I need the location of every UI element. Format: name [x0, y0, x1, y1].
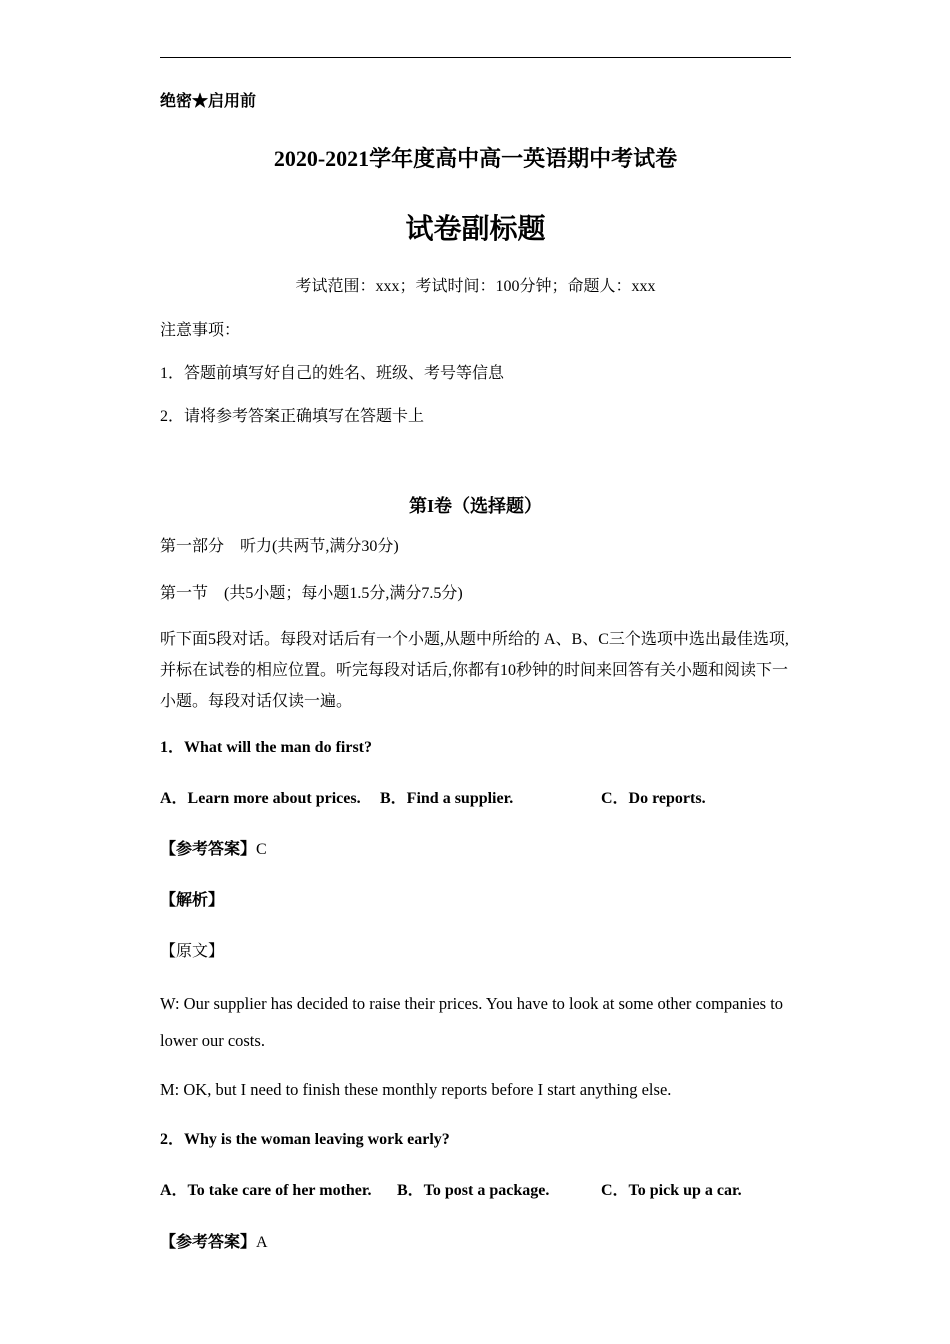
note-item-2: 2．请将参考答案正确填写在答题卡上: [160, 408, 425, 425]
question-1-transcript-m: M: OK, but I need to finish these monthly reports before I start anything else.: [160, 1080, 672, 1099]
question-2-option-c: C．To pick up a car.: [601, 1182, 742, 1199]
question-2-stem: 2．Why is the woman leaving work early?: [160, 1131, 450, 1148]
answer-value: A: [256, 1234, 268, 1251]
exam-subtitle: 试卷副标题: [405, 214, 546, 245]
notes-heading: 注意事项：: [160, 322, 241, 339]
header-rule: [160, 57, 791, 58]
answer-label: 【参考答案】: [160, 841, 257, 858]
question-2-answer: [160, 1233, 268, 1253]
subsection-heading: 第一节 (共5小题；每小题1.5分,满分7.5分): [160, 585, 463, 602]
question-1-answer: [160, 840, 267, 860]
section-title: 第I卷（选择题）: [408, 496, 542, 516]
note-item-1: 1．答题前填写好自己的姓名、班级、考号等信息: [160, 365, 505, 382]
exam-info: 考试范围：xxx；考试时间：100分钟；命题人：xxx: [295, 278, 656, 295]
question-1-original-label: 【原文】: [160, 943, 225, 960]
question-1-transcript-w: W: Our supplier has decided to raise their prices. You have to look at some other companies to lower our costs.: [160, 994, 784, 1050]
question-2-option-a: A．To take care of her mother.: [160, 1182, 372, 1199]
question-1-option-a: A．Learn more about prices.: [160, 790, 361, 807]
question-1-analysis-label: 【解析】: [160, 892, 225, 909]
answer-value: C: [256, 841, 267, 858]
exam-title: 2020-2021学年度高中高一英语期中考试卷: [273, 146, 678, 171]
question-1-stem: 1．What will the man do first?: [160, 739, 373, 756]
question-1-option-c: C．Do reports.: [601, 790, 706, 807]
answer-label: 【参考答案】: [160, 1234, 257, 1251]
listening-instructions: 听下面5段对话。每段对话后有一个小题,从题中所给的 A、B、C三个选项中选出最佳选项,并标在试卷的相应位置。听完每段对话后,你都有10秒钟的时间来回答有关小题和阅读下一小题。每段对话仅读一遍。: [160, 631, 789, 710]
question-2-option-b: B．To post a package.: [397, 1182, 550, 1199]
part-heading: 第一部分 听力(共两节,满分30分): [160, 538, 399, 555]
question-1-option-b: B．Find a supplier.: [380, 790, 514, 807]
secret-mark: 绝密★启用前: [160, 93, 257, 110]
